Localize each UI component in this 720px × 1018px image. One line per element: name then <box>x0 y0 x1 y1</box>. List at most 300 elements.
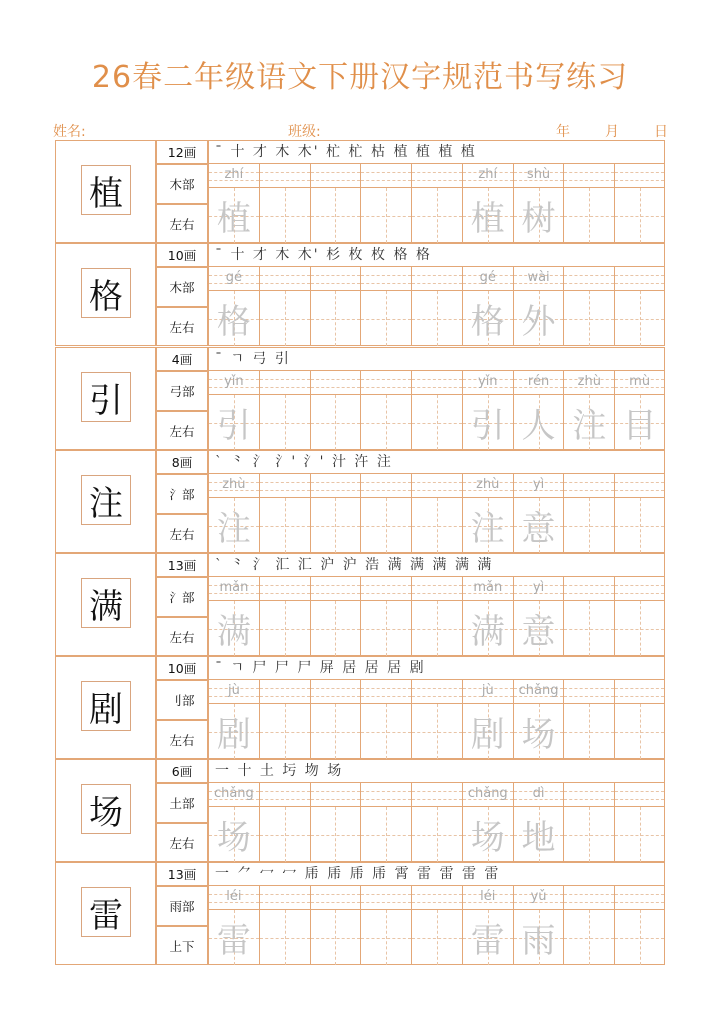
practice-cell[interactable] <box>411 577 462 656</box>
trace-character <box>260 395 310 450</box>
practice-cell[interactable] <box>563 680 614 759</box>
pinyin-lines <box>412 474 462 498</box>
pinyin-lines <box>564 164 614 188</box>
stroke-count: 4画 <box>156 347 208 371</box>
practice-cell[interactable] <box>614 886 665 965</box>
tianzige-box <box>260 601 310 656</box>
pinyin-lines <box>615 680 664 704</box>
tianzige-box <box>311 498 361 553</box>
pinyin-text: rén <box>527 374 550 389</box>
trace-character <box>615 291 664 346</box>
char-block <box>55 553 665 656</box>
pinyin-lines <box>260 680 310 704</box>
practice-cell[interactable] <box>462 783 513 862</box>
writing-grid <box>208 680 665 759</box>
tianzige-box <box>412 291 462 346</box>
pinyin-lines <box>514 783 564 807</box>
tianzige-box <box>311 188 361 243</box>
practice-cell[interactable] <box>614 371 665 450</box>
trace-character: 外 <box>521 302 556 342</box>
practice-cell[interactable] <box>259 783 310 862</box>
practice-cell[interactable] <box>513 371 564 450</box>
practice-cell[interactable] <box>563 267 614 346</box>
pinyin-text: gé <box>479 270 496 285</box>
tianzige-box <box>412 807 462 862</box>
pinyin-lines <box>412 577 462 601</box>
model-character: 剧 <box>81 681 131 731</box>
practice-cell[interactable] <box>360 164 411 243</box>
pinyin-lines <box>361 886 411 910</box>
pinyin-lines <box>311 267 361 291</box>
trace-character: 格 <box>470 302 505 342</box>
tianzige-box <box>514 395 564 450</box>
tianzige-box <box>615 188 664 243</box>
trace-character: 满 <box>216 612 251 652</box>
trace-character <box>412 498 462 553</box>
pinyin-lines <box>564 267 614 291</box>
practice-cell[interactable] <box>208 886 259 965</box>
model-character: 满 <box>81 578 131 628</box>
trace-character: 格 <box>216 302 251 342</box>
tianzige-box <box>311 395 361 450</box>
pinyin-lines <box>564 783 614 807</box>
trace-character <box>311 807 361 862</box>
trace-character <box>564 601 614 656</box>
practice-cell[interactable] <box>259 371 310 450</box>
pinyin-lines <box>412 371 462 395</box>
tianzige-box <box>463 291 513 346</box>
trace-character <box>412 188 462 243</box>
tianzige-box <box>564 395 614 450</box>
practice-cell[interactable] <box>360 680 411 759</box>
trace-character <box>564 291 614 346</box>
trace-character <box>361 910 411 965</box>
day-label: 日 <box>654 124 668 140</box>
trace-character <box>260 910 310 965</box>
pinyin-lines <box>311 783 361 807</box>
trace-character: 树 <box>521 199 556 239</box>
year-label: 年 <box>556 124 570 140</box>
practice-cell[interactable] <box>208 164 259 243</box>
pinyin-lines <box>361 474 411 498</box>
practice-cell[interactable] <box>513 267 564 346</box>
tianzige-box <box>361 291 411 346</box>
tianzige-box <box>209 704 259 759</box>
tianzige-box <box>514 498 564 553</box>
tianzige-box <box>260 395 310 450</box>
stroke-order: ˉ 十 才 木 木' 杧 杧 枯 植 植 植 植 <box>208 140 665 164</box>
radical-label: 氵部 <box>156 474 208 514</box>
model-character: 场 <box>81 784 131 834</box>
pinyin-lines <box>412 267 462 291</box>
practice-cell[interactable] <box>513 886 564 965</box>
tianzige-box <box>463 910 513 965</box>
tianzige-box <box>412 395 462 450</box>
stroke-count: 8画 <box>156 450 208 474</box>
trace-character <box>564 498 614 553</box>
practice-cell[interactable] <box>360 474 411 553</box>
structure-label: 左右 <box>156 617 208 656</box>
practice-cell[interactable] <box>563 164 614 243</box>
practice-cell[interactable] <box>563 577 614 656</box>
pinyin-text: chǎng <box>213 786 254 801</box>
trace-character <box>361 498 411 553</box>
trace-character <box>361 807 411 862</box>
practice-cell[interactable] <box>513 577 564 656</box>
trace-character <box>260 188 310 243</box>
pinyin-text: wài <box>527 270 550 285</box>
pinyin-lines <box>615 164 664 188</box>
trace-character <box>311 910 361 965</box>
pinyin-lines <box>209 371 259 395</box>
trace-character <box>412 395 462 450</box>
practice-cell[interactable] <box>208 267 259 346</box>
trace-character <box>361 601 411 656</box>
practice-cell[interactable] <box>360 783 411 862</box>
structure-label: 上下 <box>156 926 208 965</box>
pinyin-lines <box>615 886 664 910</box>
trace-character: 满 <box>470 612 505 652</box>
pinyin-lines <box>209 164 259 188</box>
radical-label: 土部 <box>156 783 208 823</box>
practice-cell[interactable] <box>462 680 513 759</box>
pinyin-text: yì <box>532 477 545 492</box>
page-title: 26春二年级语文下册汉字规范书写练习 <box>91 60 629 95</box>
practice-cell[interactable] <box>513 164 564 243</box>
pinyin-text: chǎng <box>467 786 508 801</box>
name-label: 姓名: <box>53 124 86 140</box>
practice-cell[interactable] <box>208 783 259 862</box>
tianzige-box <box>564 188 614 243</box>
practice-cell[interactable] <box>563 783 614 862</box>
tianzige-box <box>209 601 259 656</box>
pinyin-lines <box>361 783 411 807</box>
pinyin-lines <box>514 267 564 291</box>
trace-character <box>311 601 361 656</box>
practice-cell[interactable] <box>462 371 513 450</box>
trace-character <box>615 704 664 759</box>
tianzige-box <box>514 601 564 656</box>
trace-character <box>564 704 614 759</box>
trace-character <box>412 704 462 759</box>
tianzige-box <box>463 807 513 862</box>
radical-label: 氵部 <box>156 577 208 617</box>
pinyin-lines <box>412 680 462 704</box>
practice-cell[interactable] <box>411 886 462 965</box>
practice-cell[interactable] <box>310 680 361 759</box>
pinyin-lines <box>564 577 614 601</box>
trace-character <box>361 291 411 346</box>
trace-character: 地 <box>521 818 556 858</box>
pinyin-lines <box>615 371 664 395</box>
pinyin-lines <box>260 577 310 601</box>
practice-cell[interactable] <box>411 267 462 346</box>
tianzige-box <box>412 601 462 656</box>
practice-cell[interactable] <box>360 267 411 346</box>
trace-character <box>311 395 361 450</box>
trace-character <box>361 704 411 759</box>
pinyin-lines <box>311 680 361 704</box>
trace-character <box>564 188 614 243</box>
pinyin-text: léi <box>480 889 496 904</box>
tianzige-box <box>615 704 664 759</box>
tianzige-box <box>514 910 564 965</box>
practice-cell[interactable] <box>614 474 665 553</box>
pinyin-lines <box>209 577 259 601</box>
practice-cell[interactable] <box>513 474 564 553</box>
pinyin-lines <box>311 474 361 498</box>
practice-cell[interactable] <box>208 474 259 553</box>
trace-character: 引 <box>470 406 505 446</box>
tianzige-box <box>564 910 614 965</box>
practice-cell[interactable] <box>513 783 564 862</box>
pinyin-text: jù <box>227 683 240 698</box>
char-block <box>55 759 665 862</box>
pinyin-lines <box>463 164 513 188</box>
pinyin-lines <box>209 680 259 704</box>
practice-cell[interactable] <box>259 680 310 759</box>
trace-character <box>412 910 462 965</box>
practice-cell[interactable] <box>614 577 665 656</box>
char-block <box>55 347 665 450</box>
stroke-count: 10画 <box>156 243 208 267</box>
trace-character <box>311 704 361 759</box>
practice-cell[interactable] <box>310 886 361 965</box>
trace-character <box>260 601 310 656</box>
tianzige-box <box>615 498 664 553</box>
tianzige-box <box>514 188 564 243</box>
pinyin-lines <box>463 783 513 807</box>
stroke-count: 13画 <box>156 553 208 577</box>
practice-cell[interactable] <box>208 371 259 450</box>
pinyin-lines <box>361 680 411 704</box>
month-label: 月 <box>605 124 619 140</box>
radical-label: 木部 <box>156 164 208 204</box>
tianzige-box <box>514 291 564 346</box>
trace-character <box>615 910 664 965</box>
practice-cell[interactable] <box>563 886 614 965</box>
tianzige-box <box>260 188 310 243</box>
tianzige-box <box>463 395 513 450</box>
trace-character <box>615 601 664 656</box>
practice-cell[interactable] <box>360 577 411 656</box>
class-label: 班级: <box>288 124 321 140</box>
pinyin-lines <box>361 164 411 188</box>
trace-character <box>361 395 411 450</box>
pinyin-lines <box>260 886 310 910</box>
pinyin-lines <box>260 371 310 395</box>
structure-label: 左右 <box>156 514 208 553</box>
trace-character: 注 <box>470 509 505 549</box>
tianzige-box <box>209 395 259 450</box>
practice-cell[interactable] <box>462 164 513 243</box>
tianzige-box <box>260 704 310 759</box>
practice-cell[interactable] <box>563 474 614 553</box>
structure-label: 左右 <box>156 823 208 862</box>
trace-character: 注 <box>216 509 251 549</box>
practice-cell[interactable] <box>310 371 361 450</box>
char-block <box>55 243 665 346</box>
trace-character <box>311 188 361 243</box>
pinyin-text: zhù <box>222 477 246 492</box>
practice-cell[interactable] <box>563 371 614 450</box>
pinyin-lines <box>463 886 513 910</box>
model-character: 植 <box>81 165 131 215</box>
pinyin-text: dì <box>532 786 545 801</box>
practice-cell[interactable] <box>614 783 665 862</box>
pinyin-text: mǎn <box>473 580 503 595</box>
practice-cell[interactable] <box>310 164 361 243</box>
practice-cell[interactable] <box>259 886 310 965</box>
practice-cell[interactable] <box>411 783 462 862</box>
pinyin-text: jù <box>481 683 494 698</box>
pinyin-lines <box>209 886 259 910</box>
tianzige-box <box>311 704 361 759</box>
pinyin-text: gé <box>225 270 242 285</box>
trace-character <box>260 704 310 759</box>
trace-character <box>615 807 664 862</box>
model-character: 引 <box>81 372 131 422</box>
trace-character <box>361 188 411 243</box>
pinyin-text: yì <box>532 580 545 595</box>
stroke-order: 一 十 土 圬 圽 场 <box>208 759 665 783</box>
practice-cell[interactable] <box>411 164 462 243</box>
tianzige-box <box>615 807 664 862</box>
tianzige-box <box>361 498 411 553</box>
pinyin-lines <box>209 783 259 807</box>
model-character: 注 <box>81 475 131 525</box>
practice-cell[interactable] <box>310 474 361 553</box>
tianzige-box <box>564 807 614 862</box>
pinyin-text: zhù <box>577 374 601 389</box>
radical-label: 弓部 <box>156 371 208 411</box>
tianzige-box <box>209 498 259 553</box>
stroke-order: ` ⺀ 氵 氵' 氵' 汁 汻 注 <box>208 450 665 474</box>
practice-cell[interactable] <box>259 267 310 346</box>
pinyin-text: zhí <box>224 167 244 182</box>
trace-character <box>615 188 664 243</box>
trace-character: 剧 <box>216 715 251 755</box>
writing-grid <box>208 783 665 862</box>
practice-cell[interactable] <box>310 577 361 656</box>
writing-grid <box>208 577 665 656</box>
tianzige-box <box>564 291 614 346</box>
stroke-count: 12画 <box>156 140 208 164</box>
tianzige-box <box>564 498 614 553</box>
practice-cell[interactable] <box>360 886 411 965</box>
trace-character: 意 <box>521 509 556 549</box>
char-block <box>55 140 665 243</box>
pinyin-text: chǎng <box>518 683 559 698</box>
tianzige-box <box>463 704 513 759</box>
practice-cell[interactable] <box>614 267 665 346</box>
structure-label: 左右 <box>156 204 208 243</box>
pinyin-lines <box>463 474 513 498</box>
practice-cell[interactable] <box>462 886 513 965</box>
tianzige-box <box>615 291 664 346</box>
trace-character: 目 <box>622 406 657 446</box>
trace-character: 注 <box>572 406 607 446</box>
pinyin-lines <box>463 371 513 395</box>
tianzige-box <box>311 601 361 656</box>
tianzige-box <box>209 188 259 243</box>
structure-label: 左右 <box>156 411 208 450</box>
pinyin-text: mù <box>629 374 651 389</box>
practice-cell[interactable] <box>614 164 665 243</box>
practice-cell[interactable] <box>411 371 462 450</box>
writing-grid <box>208 164 665 243</box>
trace-character: 场 <box>470 818 505 858</box>
tianzige-box <box>412 188 462 243</box>
pinyin-lines <box>260 164 310 188</box>
tianzige-box <box>361 910 411 965</box>
pinyin-lines <box>463 577 513 601</box>
char-block <box>55 862 665 965</box>
trace-character: 剧 <box>470 715 505 755</box>
trace-character <box>311 291 361 346</box>
practice-cell[interactable] <box>208 577 259 656</box>
pinyin-lines <box>412 164 462 188</box>
tianzige-box <box>209 807 259 862</box>
pinyin-lines <box>311 886 361 910</box>
practice-cell[interactable] <box>259 164 310 243</box>
tianzige-box <box>311 807 361 862</box>
stroke-order: 一 ⺈ 冖 冖 乕 乕 乕 乕 霄 雷 雷 雷 雷 <box>208 862 665 886</box>
radical-label: 木部 <box>156 267 208 307</box>
char-block <box>55 656 665 759</box>
pinyin-lines <box>514 474 564 498</box>
pinyin-lines <box>564 371 614 395</box>
practice-cell[interactable] <box>208 680 259 759</box>
pinyin-lines <box>564 474 614 498</box>
writing-grid <box>208 371 665 450</box>
trace-character: 雨 <box>521 921 556 961</box>
trace-character <box>412 291 462 346</box>
practice-cell[interactable] <box>259 474 310 553</box>
practice-cell[interactable] <box>462 267 513 346</box>
trace-character: 植 <box>216 199 251 239</box>
practice-cell[interactable] <box>614 680 665 759</box>
char-block <box>55 450 665 553</box>
tianzige-box <box>311 291 361 346</box>
writing-grid <box>208 886 665 965</box>
practice-cell[interactable] <box>360 371 411 450</box>
tianzige-box <box>615 601 664 656</box>
tianzige-box <box>311 910 361 965</box>
practice-cell[interactable] <box>462 474 513 553</box>
practice-cell[interactable] <box>411 474 462 553</box>
trace-character: 人 <box>521 406 556 446</box>
trace-character: 引 <box>216 406 251 446</box>
tianzige-box <box>209 291 259 346</box>
practice-cell[interactable] <box>259 577 310 656</box>
tianzige-box <box>209 910 259 965</box>
practice-cell[interactable] <box>513 680 564 759</box>
practice-cell[interactable] <box>411 680 462 759</box>
stroke-order: ˉ ㄱ 弓 引 <box>208 347 665 371</box>
tianzige-box <box>361 395 411 450</box>
pinyin-lines <box>412 886 462 910</box>
practice-cell[interactable] <box>310 783 361 862</box>
tianzige-box <box>412 910 462 965</box>
writing-grid <box>208 474 665 553</box>
practice-cell[interactable] <box>462 577 513 656</box>
stroke-count: 13画 <box>156 862 208 886</box>
practice-cell[interactable] <box>310 267 361 346</box>
stroke-count: 6画 <box>156 759 208 783</box>
pinyin-text: shù <box>526 167 551 182</box>
pinyin-lines <box>514 577 564 601</box>
